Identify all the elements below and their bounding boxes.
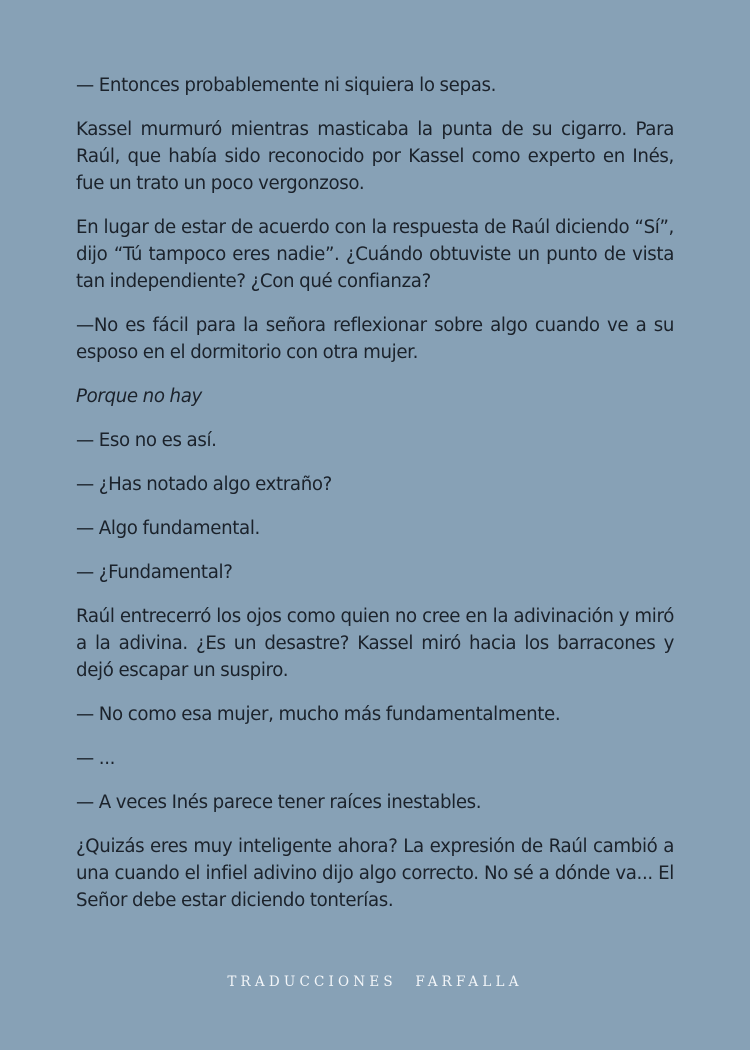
paragraph-dialogue: — ... (76, 748, 116, 769)
paragraph-dialogue: — A veces Inés parece tener raíces inestables. (76, 792, 482, 813)
paragraph-narration: Raúl entrecerró los ojos como quien no cree en la adivinación y miró a la adivina. ¿Es un desastre? Kassel miró hacia los barracones y dejó escapar un suspiro. (76, 606, 674, 681)
paragraph-italic-thought: Porque no hay (76, 386, 202, 407)
footer-watermark: TRADUCCIONES FARFALLA (227, 974, 523, 990)
paragraph-dialogue: — Algo fundamental. (76, 518, 260, 539)
paragraph-dialogue: — No como esa mujer, mucho más fundamentalmente. (76, 704, 561, 725)
paragraph-dialogue: — Eso no es así. (76, 430, 217, 451)
paragraph-dialogue: — ¿Fundamental? (76, 562, 233, 583)
paragraph-narration: ¿Quizás eres muy inteligente ahora? La expresión de Raúl cambió a una cuando el infiel adivino dijo algo correcto. No sé a dónde va... El Señor debe estar diciendo tonterías. (76, 836, 674, 911)
paragraph-dialogue: — ¿Has notado algo extraño? (76, 474, 332, 495)
paragraph-dialogue: —No es fácil para la señora reflexionar sobre algo cuando ve a su esposo en el dormitorio con otra mujer. (76, 315, 674, 363)
paragraph-dialogue: — Entonces probablemente ni siquiera lo sepas. (76, 75, 497, 96)
paragraph-narration: Kassel murmuró mientras masticaba la punta de su cigarro. Para Raúl, que había sido reconocido por Kassel como experto en Inés, fue un trato un poco vergonzoso. (76, 119, 674, 194)
paragraph-narration: En lugar de estar de acuerdo con la respuesta de Raúl diciendo “Sí”, dijo “Tú tampoco eres nadie”. ¿Cuándo obtuviste un punto de vista tan independiente? ¿Con qué confianza? (76, 217, 674, 292)
page-body (76, 72, 674, 931)
